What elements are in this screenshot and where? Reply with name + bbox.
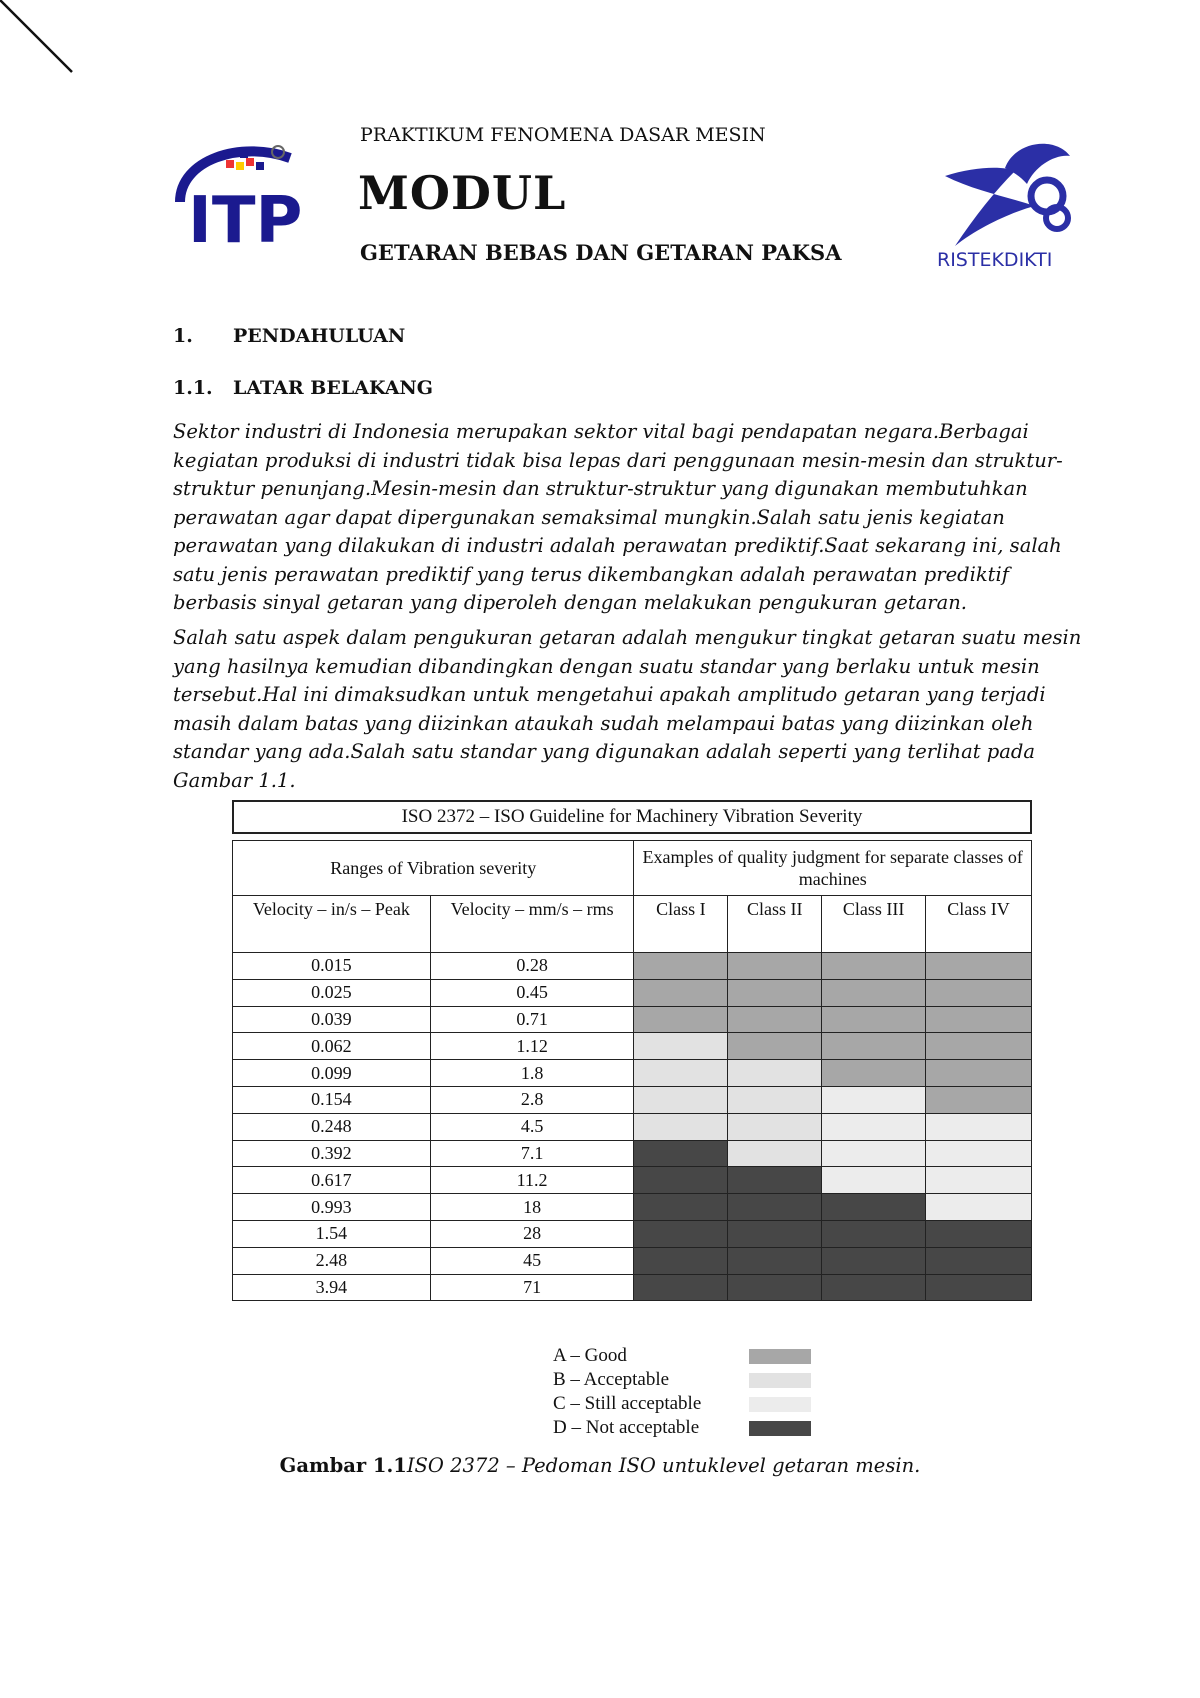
grade-cell-class-1 xyxy=(634,953,728,980)
grade-cell-class-2 xyxy=(728,1060,822,1087)
grade-cell-class-2 xyxy=(728,1247,822,1274)
module-title: MODUL xyxy=(358,166,567,220)
velocity-mm-s-cell: 2.8 xyxy=(430,1086,634,1113)
grade-cell-class-4 xyxy=(926,1086,1032,1113)
table-row xyxy=(233,1006,1032,1033)
velocity-mm-s-cell: 0.71 xyxy=(430,1006,634,1033)
velocity-in-s-cell: 0.025 xyxy=(233,979,431,1006)
legend-label: A – Good xyxy=(553,1345,627,1366)
grade-cell-class-1 xyxy=(634,979,728,1006)
legend-swatch xyxy=(749,1349,811,1364)
grade-cell-class-3 xyxy=(822,1194,926,1221)
velocity-mm-s-cell: 45 xyxy=(430,1247,634,1274)
iso-2372-figure xyxy=(232,800,1032,1301)
table-row xyxy=(233,1274,1032,1301)
figure-title: ISO 2372 – ISO Guideline for Machinery Vibration Severity xyxy=(232,800,1032,834)
grade-cell-class-1 xyxy=(634,1167,728,1194)
velocity-mm-s-cell: 71 xyxy=(430,1274,634,1301)
table-row xyxy=(233,1247,1032,1274)
table-row xyxy=(233,1060,1032,1087)
grade-cell-class-3 xyxy=(822,953,926,980)
grade-cell-class-3 xyxy=(822,1274,926,1301)
velocity-mm-s-cell: 28 xyxy=(430,1220,634,1247)
grade-cell-class-1 xyxy=(634,1247,728,1274)
subsection-number: 1.1. xyxy=(173,377,213,399)
velocity-mm-s-cell: 0.45 xyxy=(430,979,634,1006)
grade-cell-class-4 xyxy=(926,979,1032,1006)
legend-label: C – Still acceptable xyxy=(553,1393,702,1414)
grade-cell-class-1 xyxy=(634,1194,728,1221)
velocity-in-s-cell: 2.48 xyxy=(233,1247,431,1274)
velocity-mm-s-cell: 4.5 xyxy=(430,1113,634,1140)
section-heading xyxy=(173,325,405,347)
legend-swatch xyxy=(749,1421,811,1436)
grade-cell-class-4 xyxy=(926,1006,1032,1033)
subsection-title: LATAR BELAKANG xyxy=(233,377,434,399)
paragraph: Salah satu aspek dalam pengukuran getaran adalah mengukur tingkat getaran suatu mesin yang hasilnya kemudian dibandingkan dengan suatu standar yang berlaku untuk mesin tersebut.Hal ini dimaksudkan untuk mengetahui apakah amplitudo getaran yang terjadi masih dalam batas yang diizinkan ataukah sudah melampaui batas yang diizinkan oleh standar yang ada.Salah satu standar yang digunakan adalah seperti yang terlihat pada Gambar 1.1. xyxy=(173,626,1082,792)
grade-cell-class-4 xyxy=(926,1033,1032,1060)
grade-cell-class-1 xyxy=(634,1140,728,1167)
caption-label: Gambar 1.1 xyxy=(279,1454,407,1477)
table-row xyxy=(233,953,1032,980)
velocity-in-s-cell: 0.248 xyxy=(233,1113,431,1140)
paragraph: Sektor industri di Indonesia merupakan sektor vital bagi pendapatan negara.Berbagai kegiatan produksi di industri tidak bisa lepas dari penggunaan mesin-mesin dan struktur-struktur penunjang.Mesin-mesin dan struktur-struktur yang digunakan membutuhkan perawatan agar dapat dipergunakan semaksimal mungkin.Salah satu jenis kegiatan perawatan yang dilakukan di industri adalah perawatan prediktif.Saat sekarang ini, salah satu jenis perawatan prediktif yang terus dikembangkan adalah perawatan prediktif berbasis sinyal getaran yang diperoleh dengan melakukan pengukuran getaran. xyxy=(173,420,1063,614)
velocity-mm-s-cell: 0.28 xyxy=(430,953,634,980)
column-header-class-4: Class IV xyxy=(926,896,1032,953)
velocity-mm-s-cell: 18 xyxy=(430,1194,634,1221)
grade-cell-class-2 xyxy=(728,1033,822,1060)
grade-cell-class-3 xyxy=(822,1247,926,1274)
column-header-class-1: Class I xyxy=(634,896,728,953)
grade-cell-class-4 xyxy=(926,1167,1032,1194)
grade-cell-class-4 xyxy=(926,1140,1032,1167)
grade-cell-class-4 xyxy=(926,1220,1032,1247)
table-row xyxy=(233,1167,1032,1194)
table-row xyxy=(233,979,1032,1006)
column-header-mm-s: Velocity – mm/s – rms xyxy=(430,896,634,953)
column-header-in-s: Velocity – in/s – Peak xyxy=(233,896,431,953)
grade-cell-class-2 xyxy=(728,1274,822,1301)
grade-cell-class-2 xyxy=(728,1086,822,1113)
velocity-in-s-cell: 0.392 xyxy=(233,1140,431,1167)
figure-caption xyxy=(0,1454,1200,1477)
grade-cell-class-4 xyxy=(926,1060,1032,1087)
table-row xyxy=(233,1194,1032,1221)
grade-cell-class-3 xyxy=(822,1167,926,1194)
grade-cell-class-1 xyxy=(634,1006,728,1033)
corner-mark xyxy=(0,0,80,80)
velocity-in-s-cell: 0.154 xyxy=(233,1086,431,1113)
grade-cell-class-1 xyxy=(634,1086,728,1113)
legend-swatch xyxy=(749,1397,811,1412)
table-row xyxy=(233,1220,1032,1247)
column-header-class-3: Class III xyxy=(822,896,926,953)
velocity-in-s-cell: 0.062 xyxy=(233,1033,431,1060)
grade-cell-class-2 xyxy=(728,953,822,980)
grade-cell-class-3 xyxy=(822,1060,926,1087)
grade-cell-class-1 xyxy=(634,1113,728,1140)
document-header xyxy=(0,118,1200,278)
grade-cell-class-3 xyxy=(822,1033,926,1060)
grade-cell-class-1 xyxy=(634,1220,728,1247)
caption-text: ISO 2372 – Pedoman ISO untuklevel getaran mesin. xyxy=(406,1454,921,1477)
grade-cell-class-3 xyxy=(822,1220,926,1247)
grade-cell-class-4 xyxy=(926,1113,1032,1140)
legend-item xyxy=(553,1369,813,1393)
velocity-mm-s-cell: 11.2 xyxy=(430,1167,634,1194)
ristekdikti-logo xyxy=(935,136,1085,271)
legend-item xyxy=(553,1345,813,1369)
module-subtitle: GETARAN BEBAS DAN GETARAN PAKSA xyxy=(360,240,842,265)
svg-text:RISTEKDIKTI: RISTEKDIKTI xyxy=(937,249,1053,271)
itp-logo xyxy=(170,140,320,250)
section-title: PENDAHULUAN xyxy=(233,325,406,347)
legend-swatch xyxy=(749,1373,811,1388)
ranges-header: Ranges of Vibration severity xyxy=(233,841,634,896)
grade-cell-class-2 xyxy=(728,1006,822,1033)
grade-cell-class-1 xyxy=(634,1060,728,1087)
grade-cell-class-2 xyxy=(728,979,822,1006)
grade-cell-class-3 xyxy=(822,1113,926,1140)
grade-cell-class-4 xyxy=(926,953,1032,980)
velocity-in-s-cell: 0.993 xyxy=(233,1194,431,1221)
grade-cell-class-3 xyxy=(822,979,926,1006)
table-row xyxy=(233,1033,1032,1060)
velocity-in-s-cell: 1.54 xyxy=(233,1220,431,1247)
velocity-in-s-cell: 0.099 xyxy=(233,1060,431,1087)
grade-cell-class-2 xyxy=(728,1140,822,1167)
table-row xyxy=(233,1140,1032,1167)
figure-legend xyxy=(553,1345,813,1441)
velocity-mm-s-cell: 7.1 xyxy=(430,1140,634,1167)
velocity-in-s-cell: 0.039 xyxy=(233,1006,431,1033)
table-body xyxy=(233,953,1032,1301)
table-row xyxy=(233,1086,1032,1113)
legend-label: D – Not acceptable xyxy=(553,1417,700,1438)
grade-cell-class-4 xyxy=(926,1274,1032,1301)
grade-cell-class-2 xyxy=(728,1167,822,1194)
grade-cell-class-1 xyxy=(634,1274,728,1301)
grade-cell-class-1 xyxy=(634,1033,728,1060)
velocity-in-s-cell: 0.617 xyxy=(233,1167,431,1194)
course-name: PRAKTIKUM FENOMENA DASAR MESIN xyxy=(360,124,766,146)
velocity-in-s-cell: 3.94 xyxy=(233,1274,431,1301)
grade-cell-class-3 xyxy=(822,1006,926,1033)
velocity-mm-s-cell: 1.8 xyxy=(430,1060,634,1087)
grade-cell-class-2 xyxy=(728,1220,822,1247)
legend-item xyxy=(553,1417,813,1441)
grade-cell-class-3 xyxy=(822,1140,926,1167)
grade-cell-class-3 xyxy=(822,1086,926,1113)
svg-text:ITP: ITP xyxy=(188,184,303,250)
grade-cell-class-2 xyxy=(728,1113,822,1140)
legend-item xyxy=(553,1393,813,1417)
section-number: 1. xyxy=(173,325,193,347)
subsection-heading xyxy=(173,377,433,399)
grade-cell-class-4 xyxy=(926,1247,1032,1274)
grade-cell-class-4 xyxy=(926,1194,1032,1221)
velocity-mm-s-cell: 1.12 xyxy=(430,1033,634,1060)
grade-cell-class-2 xyxy=(728,1194,822,1221)
legend-label: B – Acceptable xyxy=(553,1369,670,1390)
velocity-in-s-cell: 0.015 xyxy=(233,953,431,980)
column-header-class-2: Class II xyxy=(728,896,822,953)
table-row xyxy=(233,1113,1032,1140)
examples-header: Examples of quality judgment for separate classes of machines xyxy=(634,841,1032,896)
vibration-severity-table xyxy=(232,840,1032,1301)
